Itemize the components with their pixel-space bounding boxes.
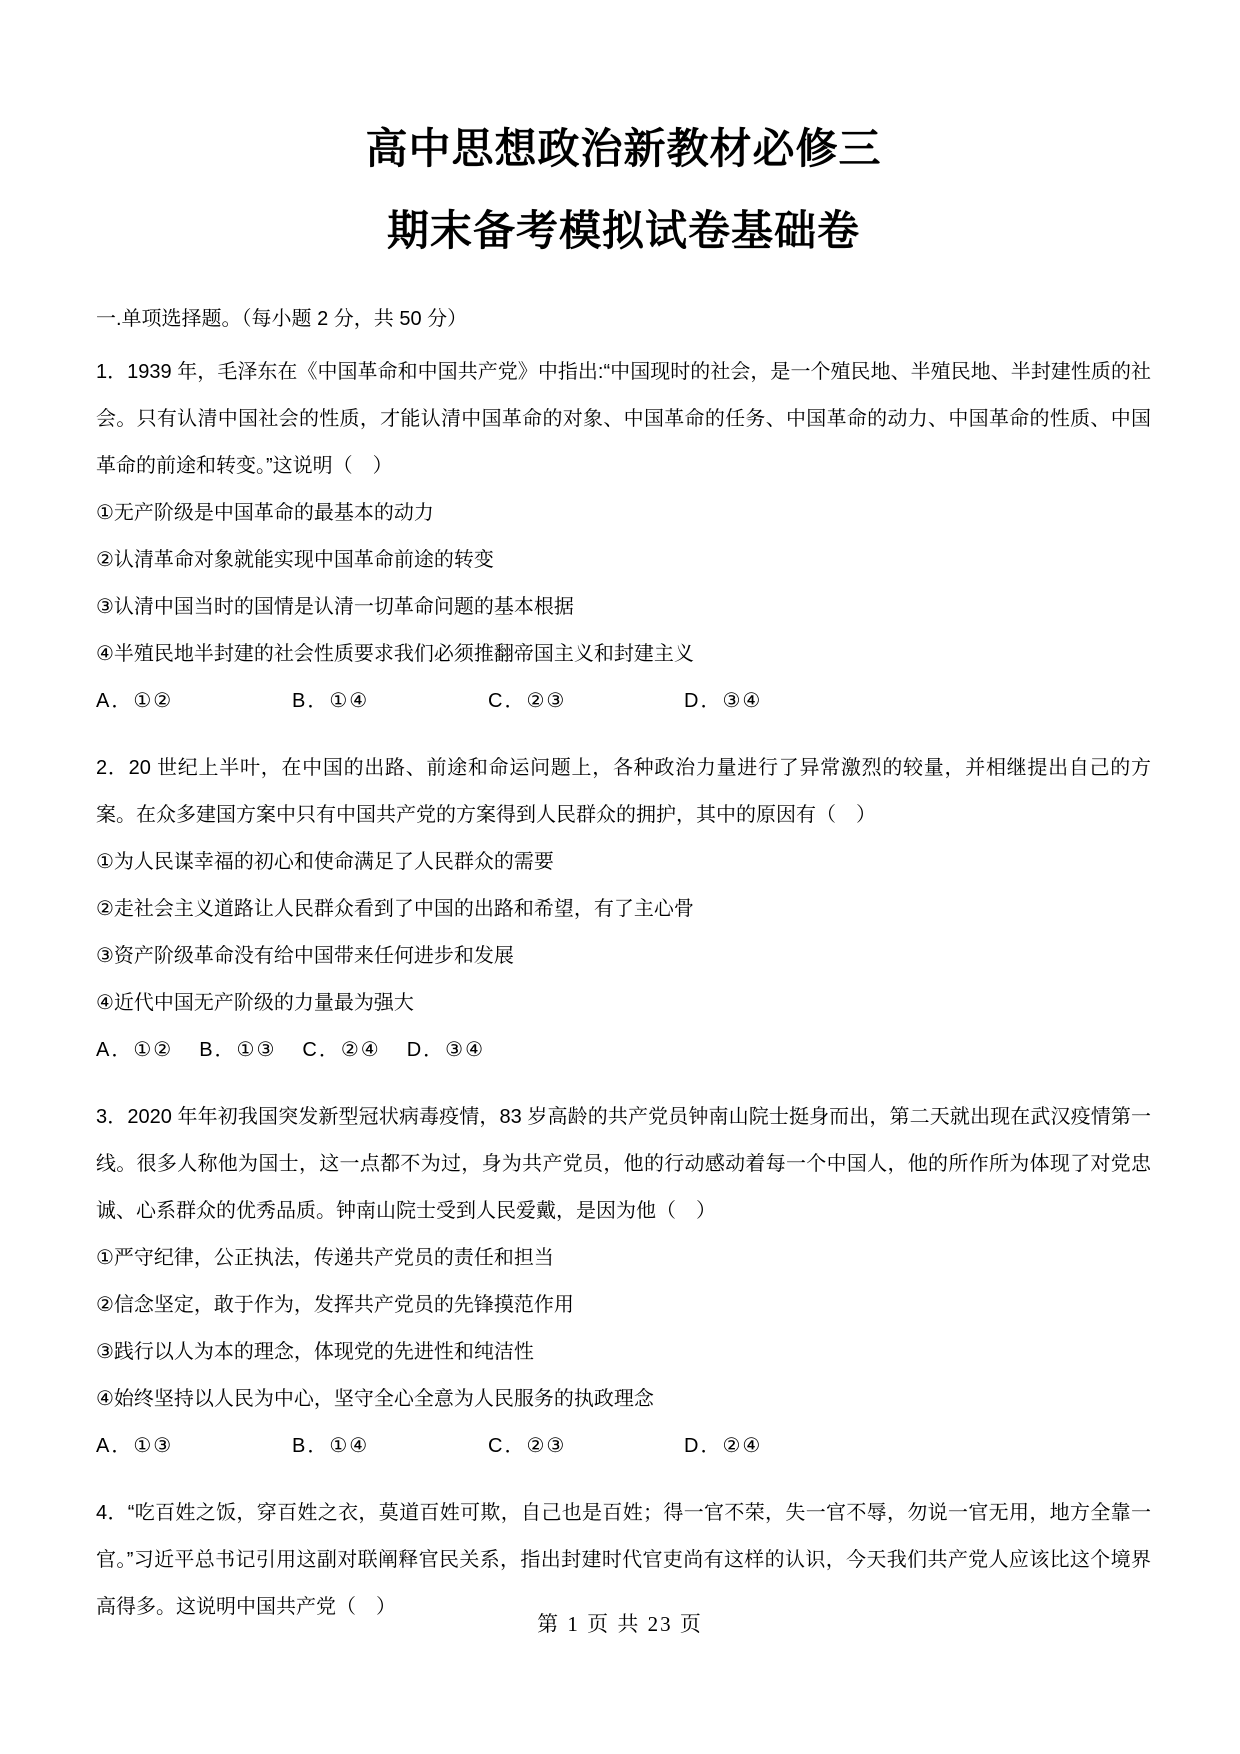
answer-choice-d[interactable]: D．③④ [406, 1039, 486, 1061]
question-option: ②信念坚定，敢于作为，发挥共产党员的先锋摸范作用 [96, 1294, 574, 1316]
section-heading: 一.单项选择题。（每小题 2 分，共 50 分） [96, 308, 468, 330]
answer-choice-b[interactable]: B．①③ [199, 1039, 277, 1061]
question-option: ④近代中国无产阶级的力量最为强大 [96, 992, 414, 1014]
question-stem: 3．2020 年年初我国突发新型冠状病毒疫情，83 岁高龄的共产党员钟南山院士挺身而出，第二天就出现在武汉疫情第一线。很多人称他为国士，这一点都不为过，身为共产党员，他的行动感动着每一个中国人，他的所作所为体现了对党忠诚、心系群众的优秀品质。钟南山院士受到人民爱戴，是因为他（ ） [96, 1106, 1151, 1222]
answer-choices-row [96, 1027, 1151, 1074]
answer-choice-c[interactable]: C．②④ [302, 1039, 381, 1061]
question-stem: 4．“吃百姓之饭，穿百姓之衣，莫道百姓可欺，自己也是百姓；得一官不荣，失一官不辱，勿说一官无用，地方全靠一官。”习近平总书记引用这副对联阐释官民关系，指出封建时代官吏尚有这样的认识，今天我们共产党人应该比这个境界高得多。这说明中国共产党（ ） [96, 1502, 1151, 1618]
answer-choice-a[interactable]: A．①③ [96, 1435, 174, 1457]
question-option: ①为人民谋幸福的初心和使命满足了人民群众的需要 [96, 851, 554, 873]
question-3 [96, 1094, 1151, 1470]
question-option: ③认清中国当时的国情是认清一切革命问题的基本根据 [96, 596, 574, 618]
question-option: ④半殖民地半封建的社会性质要求我们必须推翻帝国主义和封建主义 [96, 643, 694, 665]
page-footer: 第 1 页 共 23 页 [537, 1612, 703, 1636]
page-content [96, 0, 1151, 1631]
question-1 [96, 349, 1151, 725]
answer-choice-c[interactable]: C．②③ [488, 690, 567, 712]
answer-choice-d[interactable]: D．③④ [684, 690, 763, 712]
question-option: ③践行以人为本的理念，体现党的先进性和纯洁性 [96, 1341, 534, 1363]
question-option: ②走社会主义道路让人民群众看到了中国的出路和希望，有了主心骨 [96, 898, 694, 920]
answer-choice-c[interactable]: C．②③ [488, 1435, 567, 1457]
answer-choice-b[interactable]: B．①④ [292, 1435, 370, 1457]
answer-choices-row [96, 678, 1151, 725]
question-option: ④始终坚持以人民为中心，坚守全心全意为人民服务的执政理念 [96, 1388, 654, 1410]
answer-choice-d[interactable]: D．②④ [684, 1435, 763, 1457]
document-title-line-1: 高中思想政治新教材必修三 [365, 124, 882, 173]
question-stem: 1．1939 年，毛泽东在《中国革命和中国共产党》中指出:“中国现时的社会，是一个殖民地、半殖民地、半封建性质的社会。只有认清中国社会的性质，才能认清中国革命的对象、中国革命的任务、中国革命的动力、中国革命的性质、中国革命的前途和转变。”这说明（ ） [96, 361, 1151, 477]
question-stem: 2．20 世纪上半叶，在中国的出路、前途和命运问题上，各种政治力量进行了异常激烈的较量，并相继提出自己的方案。在众多建国方案中只有中国共产党的方案得到人民群众的拥护，其中的原因有（ ） [96, 757, 1151, 826]
question-2 [96, 745, 1151, 1074]
answer-choice-a[interactable]: A．①② [96, 690, 174, 712]
document-title-line-2: 期末备考模拟试卷基础卷 [386, 206, 860, 255]
answer-choice-a[interactable]: A．①② [96, 1039, 174, 1061]
question-option: ②认清革命对象就能实现中国革命前途的转变 [96, 549, 494, 571]
question-option: ①严守纪律，公正执法，传递共产党员的责任和担当 [96, 1247, 554, 1269]
question-option: ③资产阶级革命没有给中国带来任何进步和发展 [96, 945, 514, 967]
question-option: ①无产阶级是中国革命的最基本的动力 [96, 502, 434, 524]
answer-choices-row [96, 1423, 1151, 1470]
answer-choice-b[interactable]: B．①④ [292, 690, 370, 712]
